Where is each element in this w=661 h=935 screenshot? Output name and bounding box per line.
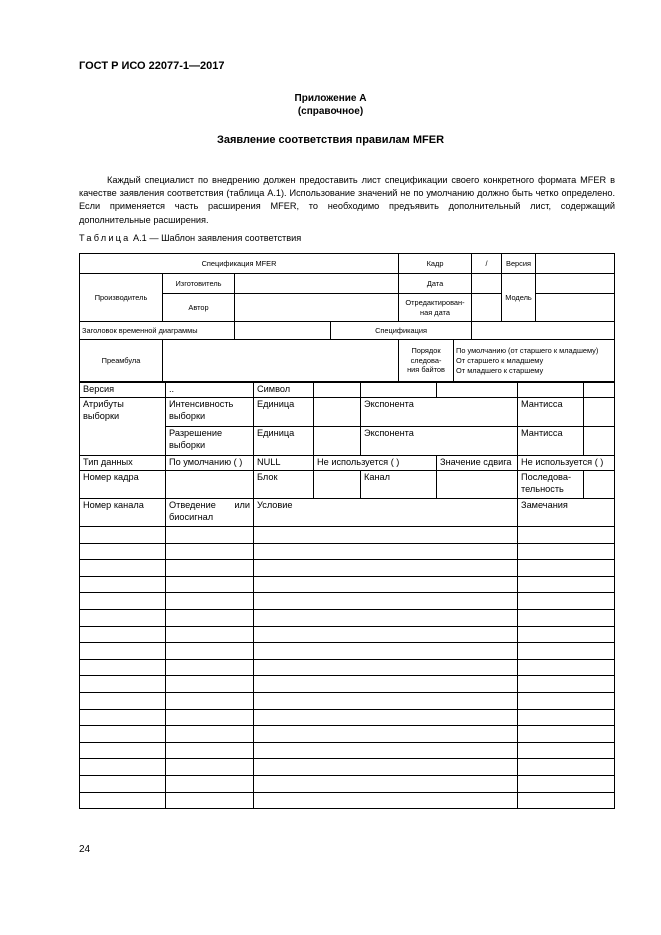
remarks-cell[interactable] bbox=[518, 775, 615, 792]
document-code: ГОСТ Р ИСО 22077-1—2017 bbox=[79, 60, 225, 72]
page-number: 24 bbox=[79, 844, 91, 855]
channel-value[interactable] bbox=[437, 471, 518, 499]
channel-number-cell[interactable] bbox=[80, 759, 166, 776]
channel-number-cell[interactable] bbox=[80, 692, 166, 709]
appendix-subtitle: (справочное) bbox=[297, 106, 364, 117]
table-row bbox=[80, 659, 615, 676]
conformance-table bbox=[79, 382, 615, 809]
byte-order-options bbox=[454, 340, 615, 382]
edited-date-value[interactable] bbox=[472, 294, 502, 322]
condition-cell[interactable] bbox=[254, 643, 518, 660]
remarks-cell[interactable] bbox=[518, 593, 615, 610]
table-row bbox=[80, 676, 615, 693]
byte-order-lsb[interactable]: От младшего к старшему bbox=[456, 365, 544, 375]
lead-cell[interactable] bbox=[166, 560, 254, 577]
mantissa-value-2[interactable] bbox=[584, 427, 615, 456]
table-row bbox=[80, 792, 615, 809]
table-row bbox=[80, 726, 615, 743]
channel-number-cell[interactable] bbox=[80, 560, 166, 577]
remarks-cell[interactable] bbox=[518, 576, 615, 593]
remarks-cell[interactable] bbox=[518, 659, 615, 676]
section-title: Заявление соответствия правилам MFER bbox=[216, 134, 445, 146]
body-paragraph: Каждый специалист по внедрению должен предоставить лист спецификации своего конкретного формата MFER в качестве заявления соответствия (таблица А.1). Использование значений не по умолчанию должно быть четко определено. Если применяется часть расширения MFER, то необходимо предъявить дополнительный лист, содержащий дополнительные расширения. bbox=[79, 175, 615, 225]
sequence-label: Последова- тельность bbox=[518, 471, 584, 499]
appendix-title: Приложение А bbox=[294, 93, 367, 104]
condition-cell[interactable] bbox=[254, 775, 518, 792]
model-label: Модель bbox=[502, 274, 536, 322]
lead-header: Отведение или биосигнал bbox=[166, 499, 254, 527]
channel-number-cell[interactable] bbox=[80, 726, 166, 743]
unit-label-2: Единица bbox=[254, 427, 314, 456]
lead-cell[interactable] bbox=[166, 626, 254, 643]
sample-attributes-label: Атрибуты выборки bbox=[80, 398, 166, 456]
condition-cell[interactable] bbox=[254, 543, 518, 560]
author-label: Автор bbox=[163, 294, 235, 322]
mantissa-label-1: Мантисса bbox=[518, 398, 584, 427]
condition-cell[interactable] bbox=[254, 560, 518, 577]
spec-header-table bbox=[79, 253, 615, 382]
waveform-title-label: Заголовок временной диаграммы bbox=[80, 322, 235, 340]
channel-label: Канал bbox=[361, 471, 437, 499]
unit-label-1: Единица bbox=[254, 398, 314, 427]
unit-value-2[interactable] bbox=[314, 427, 361, 456]
null-option[interactable]: NULL bbox=[254, 456, 314, 471]
lead-cell[interactable] bbox=[166, 709, 254, 726]
remarks-cell[interactable] bbox=[518, 527, 615, 544]
remarks-cell[interactable] bbox=[518, 759, 615, 776]
spec-mfer-label: Спецификация MFER bbox=[80, 254, 399, 274]
table-row bbox=[80, 759, 615, 776]
condition-cell[interactable] bbox=[254, 576, 518, 593]
byte-order-label: Порядок следова- ния байтов bbox=[399, 340, 454, 382]
condition-cell[interactable] bbox=[254, 593, 518, 610]
lead-cell[interactable] bbox=[166, 692, 254, 709]
condition-cell[interactable] bbox=[254, 676, 518, 693]
remarks-cell[interactable] bbox=[518, 543, 615, 560]
remarks-cell[interactable] bbox=[518, 626, 615, 643]
exponent-label-2: Экспонента bbox=[361, 427, 518, 456]
specification-label: Спецификация bbox=[331, 322, 472, 340]
model-value-2[interactable] bbox=[536, 294, 615, 322]
resolution-label: Разрешение выборки bbox=[166, 427, 254, 456]
symbol-extra-2[interactable] bbox=[437, 383, 518, 398]
block-label: Блок bbox=[254, 471, 314, 499]
condition-cell[interactable] bbox=[254, 609, 518, 626]
lead-cell[interactable] bbox=[166, 643, 254, 660]
lead-cell[interactable] bbox=[166, 659, 254, 676]
condition-cell[interactable] bbox=[254, 726, 518, 743]
table-row bbox=[80, 593, 615, 610]
channel-number-cell[interactable] bbox=[80, 742, 166, 759]
channel-number-cell[interactable] bbox=[80, 709, 166, 726]
caption-number: А.1 bbox=[133, 233, 147, 243]
remarks-cell[interactable] bbox=[518, 609, 615, 626]
condition-cell[interactable] bbox=[254, 709, 518, 726]
remarks-cell[interactable] bbox=[518, 560, 615, 577]
table-row bbox=[80, 742, 615, 759]
lead-cell[interactable] bbox=[166, 543, 254, 560]
lead-cell[interactable] bbox=[166, 609, 254, 626]
block-value[interactable] bbox=[314, 471, 361, 499]
version-value[interactable] bbox=[536, 254, 615, 274]
channel-number-cell[interactable] bbox=[80, 659, 166, 676]
appendix-heading bbox=[0, 92, 661, 118]
remarks-cell[interactable] bbox=[518, 709, 615, 726]
preamble-value[interactable] bbox=[163, 340, 399, 382]
table-row bbox=[80, 626, 615, 643]
edited-date-label: Отредактирован- ная дата bbox=[399, 294, 472, 322]
condition-cell[interactable] bbox=[254, 792, 518, 809]
symbol-extra-1[interactable] bbox=[361, 383, 437, 398]
remarks-cell[interactable] bbox=[518, 742, 615, 759]
condition-cell[interactable] bbox=[254, 527, 518, 544]
manufacturer-value[interactable] bbox=[235, 274, 399, 294]
data-type-label: Тип данных bbox=[80, 456, 166, 471]
version-label: Версия bbox=[502, 254, 536, 274]
lead-cell[interactable] bbox=[166, 676, 254, 693]
condition-header: Условие bbox=[254, 499, 518, 527]
channel-number-cell[interactable] bbox=[80, 643, 166, 660]
condition-cell[interactable] bbox=[254, 659, 518, 676]
channel-number-cell[interactable] bbox=[80, 593, 166, 610]
condition-cell[interactable] bbox=[254, 759, 518, 776]
remarks-cell[interactable] bbox=[518, 726, 615, 743]
table-row bbox=[80, 692, 615, 709]
date-value[interactable] bbox=[472, 274, 502, 294]
channel-number-cell[interactable] bbox=[80, 576, 166, 593]
lead-cell[interactable] bbox=[166, 742, 254, 759]
table-caption bbox=[79, 233, 301, 243]
version-row-label: Версия bbox=[80, 383, 166, 398]
table-row bbox=[80, 643, 615, 660]
frame-number-label: Номер кадра bbox=[80, 471, 166, 499]
table-row bbox=[80, 775, 615, 792]
symbol-extra-4[interactable] bbox=[584, 383, 615, 398]
table-row bbox=[80, 576, 615, 593]
lead-cell[interactable] bbox=[166, 726, 254, 743]
channel-number-cell[interactable] bbox=[80, 775, 166, 792]
table-row bbox=[80, 560, 615, 577]
producer-label: Производитель bbox=[80, 274, 163, 322]
remarks-cell[interactable] bbox=[518, 792, 615, 809]
remarks-cell[interactable] bbox=[518, 643, 615, 660]
date-label: Дата bbox=[399, 274, 472, 294]
frame-label: Кадр bbox=[399, 254, 472, 274]
symbol-extra-3[interactable] bbox=[518, 383, 584, 398]
version-row-value[interactable]: .. bbox=[166, 383, 254, 398]
channel-number-cell[interactable] bbox=[80, 527, 166, 544]
table-row bbox=[80, 543, 615, 560]
symbol-value[interactable] bbox=[314, 383, 361, 398]
lead-cell[interactable] bbox=[166, 759, 254, 776]
waveform-title-value[interactable] bbox=[235, 322, 331, 340]
frame-number-value[interactable] bbox=[166, 471, 254, 499]
condition-cell[interactable] bbox=[254, 692, 518, 709]
shift-value-label: Значение сдвига bbox=[437, 456, 518, 471]
table-row bbox=[80, 709, 615, 726]
author-value[interactable] bbox=[235, 294, 399, 322]
intensity-label: Интенсивность выборки bbox=[166, 398, 254, 427]
unit-value-1[interactable] bbox=[314, 398, 361, 427]
preamble-label: Преамбула bbox=[80, 340, 163, 382]
lead-cell[interactable] bbox=[166, 576, 254, 593]
table-row bbox=[80, 527, 615, 544]
byte-order-default[interactable]: По умолчанию (от старшего к младшему) bbox=[456, 345, 599, 355]
sequence-value[interactable] bbox=[584, 471, 615, 499]
caption-prefix: Таблица bbox=[79, 233, 131, 243]
caption-text: — Шаблон заявления соответствия bbox=[149, 233, 302, 243]
mantissa-value-1[interactable] bbox=[584, 398, 615, 427]
slash-label: / bbox=[472, 254, 502, 274]
byte-order-msb[interactable]: От старшего к младшему bbox=[456, 355, 544, 365]
channel-number-cell[interactable] bbox=[80, 543, 166, 560]
lead-cell[interactable] bbox=[166, 775, 254, 792]
specification-value[interactable] bbox=[472, 322, 615, 340]
channel-number-header: Номер канала bbox=[80, 499, 166, 527]
remarks-header: Замечания bbox=[518, 499, 615, 527]
condition-cell[interactable] bbox=[254, 626, 518, 643]
mantissa-label-2: Мантисса bbox=[518, 427, 584, 456]
exponent-label-1: Экспонента bbox=[361, 398, 518, 427]
not-used-option-1[interactable]: Не используется ( ) bbox=[314, 456, 437, 471]
channel-number-cell[interactable] bbox=[80, 676, 166, 693]
symbol-label: Символ bbox=[254, 383, 314, 398]
table-row bbox=[80, 609, 615, 626]
channel-number-cell[interactable] bbox=[80, 609, 166, 626]
not-used-option-2[interactable]: Не используется ( ) bbox=[518, 456, 615, 471]
default-option[interactable]: По умолчанию ( ) bbox=[166, 456, 254, 471]
channel-number-cell[interactable] bbox=[80, 626, 166, 643]
lead-cell[interactable] bbox=[166, 527, 254, 544]
remarks-cell[interactable] bbox=[518, 676, 615, 693]
condition-cell[interactable] bbox=[254, 742, 518, 759]
manufacturer-label: Изготовитель bbox=[163, 274, 235, 294]
lead-cell[interactable] bbox=[166, 792, 254, 809]
lead-cell[interactable] bbox=[166, 593, 254, 610]
model-value-1[interactable] bbox=[536, 274, 615, 294]
remarks-cell[interactable] bbox=[518, 692, 615, 709]
channel-number-cell[interactable] bbox=[80, 792, 166, 809]
